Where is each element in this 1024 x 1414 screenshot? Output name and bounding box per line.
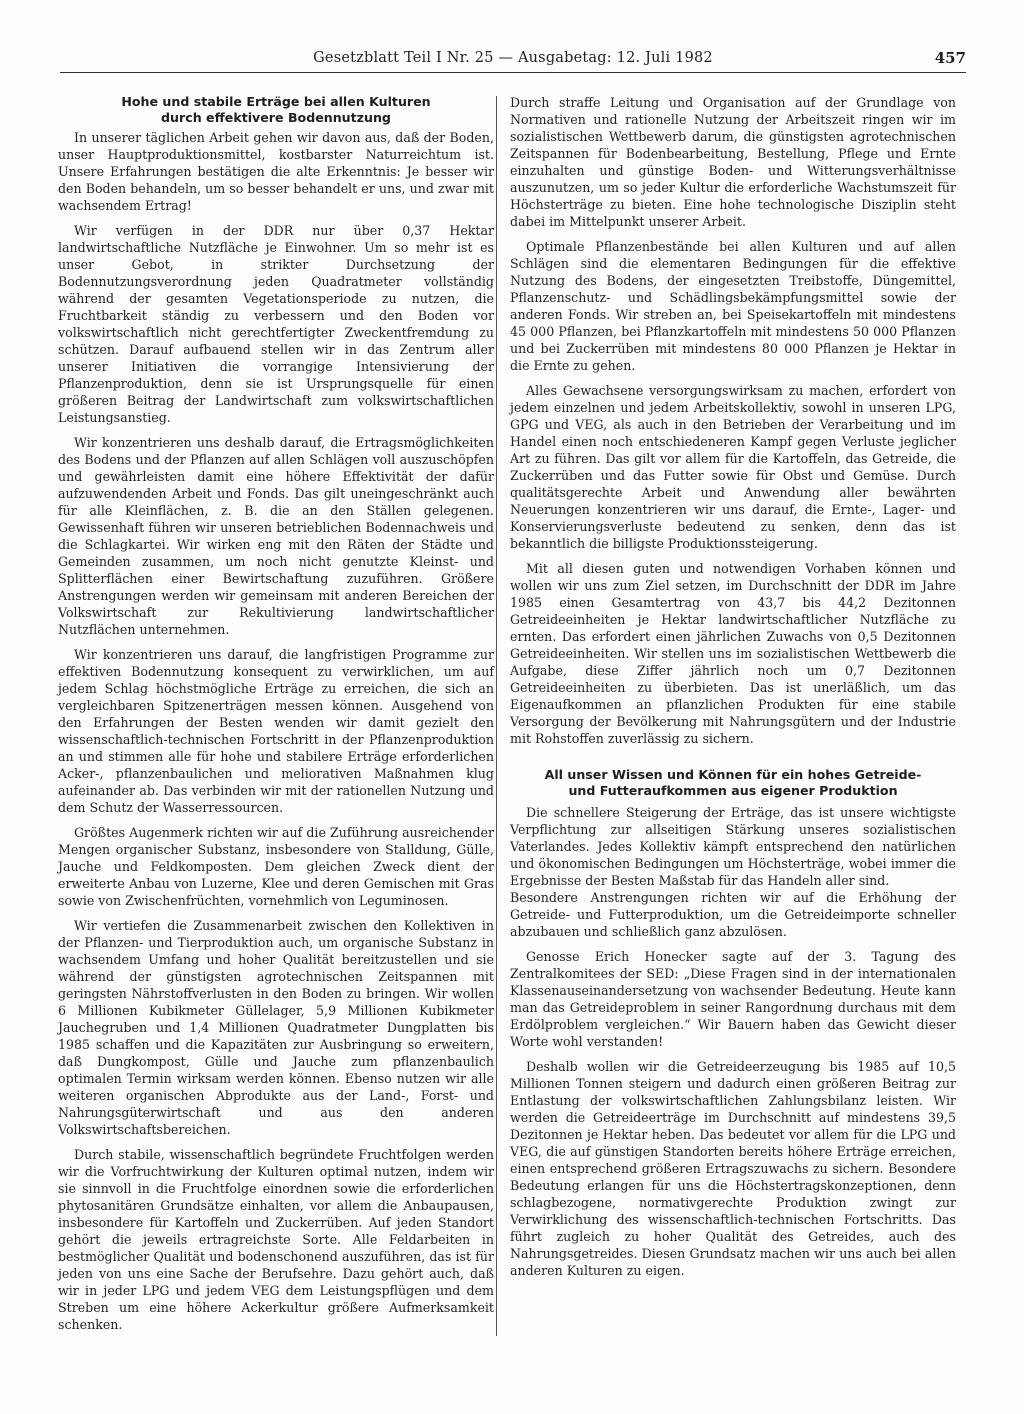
paragraph: In unserer täglichen Arbeit gehen wir davon aus, daß der Boden, unser Hauptproduktionsmittel, kostbarster Naturreichtum ist. Unsere Erfahrungen bestätigen die alte Erkenntnis: Je besser wir den Boden behandeln, um so besser behandelt er uns, und zwar mit wachsendem Ertrag! xyxy=(58,130,494,213)
page-header xyxy=(60,50,966,73)
heading-line: und Futteraufkommen aus eigener Produktion xyxy=(568,783,898,798)
heading-line: All unser Wissen und Können für ein hohes Getreide- xyxy=(544,767,922,782)
paragraph: Größtes Augenmerk richten wir auf die Zuführung ausreichender Mengen organischer Substanz, insbesondere von Stalldung, Gülle, Jauche und Feldkomposten. Dem gleichen Zweck dient der erweiterte Anbau von Luzerne, Klee und deren Gemischen mit Gras sowie von Zwischenfrüchten, vornehmlich von Leguminosen. xyxy=(58,825,494,908)
column-divider xyxy=(496,96,497,1336)
heading-line: Hohe und stabile Erträge bei allen Kulturen xyxy=(121,94,431,109)
paragraph: Alles Gewachsene versorgungswirksam zu machen, erfordert von jedem einzelnen und jedem Arbeitskollektiv, sowohl in unseren LPG, GPG und VEG, als auch in den Betrieben der Verarbeitung und im Handel einen noch entschiedeneren Kampf gegen Verluste jeglicher Art zu führen. Das gilt vor allem für die Kartoffeln, das Getreide, die Zuckerrüben und das Futter sowie für Obst und Gemüse. Durch qualitätsgerechte Arbeit und Anwendung aller bewährten Neuerungen konzentrieren wir uns darauf, die Ernte-, Lager- und Konservierungsverluste bedeutend zu senken, denn das ist bekanntlich die billigste Produktionssteigerung. xyxy=(510,383,956,551)
right-column xyxy=(510,94,956,1287)
paragraph: Die schnellere Steigerung der Erträge, das ist unsere wichtigste Verpflichtung zur allseitigen Stärkung unseres sozialistischen Vaterlandes. Jedes Kollektiv kämpft entsprechend den natürlichen und ökonomischen Bedingungen um Höchsterträge, wobei immer die Ergebnisse der Besten Maßstab für das Handeln aller sind. xyxy=(510,805,956,888)
paragraph: Besondere Anstrengungen richten wir auf die Erhöhung der Getreide- und Futterproduktion, um die Getreideimporte schneller abzubauen und schließlich ganz abzulösen. xyxy=(510,890,956,939)
paragraph: Wir konzentrieren uns deshalb darauf, die Ertragsmöglichkeiten des Bodens und der Pflanzen auf allen Schlägen voll auszuschöpfen und gewährleisten damit eine höhere Effektivität der dafür aufzuwendenden Arbeit und Fonds. Das gilt uneingeschränkt auch für alle Kleinflächen, z. B. die an den Ställen gelegenen. Gewissenhaft führen wir unseren betrieblichen Bodennachweis und die Schlagkartei. Wir wirken eng mit den Räten der Städte und Gemeinden zusammen, um noch nicht genutzte Kleinst- und Splitterflächen einer Bewirtschaftung zuzuführen. Größere Anstrengungen werden wir gemeinsam mit anderen Bereichen der Volkswirtschaft zur Rekultivierung landwirtschaftlicher Nutzflächen unternehmen. xyxy=(58,435,494,637)
paragraph: Optimale Pflanzenbestände bei allen Kulturen und auf allen Schlägen sind die elementaren Bedingungen für die effektive Nutzung des Bodens, der eingesetzten Treibstoffe, Düngemittel, Pflanzenschutz- und Schädlingsbekämpfungsmittel sowie der anderen Fonds. Wir streben an, bei Speisekartoffeln mit mindestens 45 000 Pflanzen, bei Pflanzkartoffeln mit mindestens 50 000 Pflanzen und bei Zuckerrüben mit mindestens 80 000 Pflanzen je Hektar in die Ernte zu gehen. xyxy=(510,239,956,373)
heading-line: durch effektivere Bodennutzung xyxy=(161,110,391,125)
paragraph: Durch straffe Leitung und Organisation auf der Grundlage von Normativen und rationelle Nutzung der Arbeitszeit ringen wir im sozialistischen Wettbewerb darum, die günstigsten agrotechnischen Zeitspannen für Bodenbearbeitung, Bestellung, Pflege und Ernte einzuhalten und günstige Boden- und Witterungsverhältnisse auszunutzen, um so jeder Kultur die erforderliche Wachstumszeit für Höchsterträge zu bieten. Eine hohe technologische Disziplin steht dabei im Mittelpunkt unserer Arbeit. xyxy=(510,95,956,229)
page-number: 457 xyxy=(934,49,966,67)
paragraph: Wir verfügen in der DDR nur über 0,37 Hektar landwirtschaftliche Nutzfläche je Einwohner. Um so mehr ist es unser Gebot, in strikter Durchsetzung der Bodennutzungsverordnung jeden Quadratmeter vollständig während der gesamten Vegetationsperiode zu nutzen, die Fruchtbarkeit ständig zu verbessern und den Boden vor volkswirtschaftlich nicht gerechtfertigter Zweckentfremdung zu schützen. Darauf aufbauend stellen wir in das Zentrum aller unserer Initiativen die vorrangige Intensivierung der Pflanzenproduktion, denn sie ist Ursprungsquelle für einen größeren Beitrag der Landwirtschaft zum volkswirtschaftlichen Leistungsanstieg. xyxy=(58,223,494,425)
paragraph: Genosse Erich Honecker sagte auf der 3. Tagung des Zentralkomitees der SED: „Diese Fragen sind in der internationalen Klassenauseinandersetzung von wachsender Bedeutung. Heute kann man das Getreideproblem in seiner Rangordnung durchaus mit dem Erdölproblem vergleichen.“ Wir Bauern haben das Gewicht dieser Worte wohl verstanden! xyxy=(510,949,956,1049)
paragraph: Wir vertiefen die Zusammenarbeit zwischen den Kollektiven in der Pflanzen- und Tierproduktion auch, um organische Substanz in wachsendem Umfang und hoher Qualität bereitzustellen und sie während der günstigsten agrotechnischen Zeitspannen mit geringsten Nährstoffverlusten in den Boden zu bringen. Wir wollen 6 Millionen Kubikmeter Güllelager, 5,9 Millionen Kubikmeter Jauchegruben und 1,4 Millionen Quadratmeter Dungplatten bis 1985 schaffen und die Kapazitäten zur Ausbringung so erweitern, daß Dungkompost, Gülle und Jauche zum pflanzenbaulich optimalen Termin wirksam werden können. Ebenso nutzen wir alle weiteren organischen Abprodukte aus der Land-, Forst- und Nahrungsgüterwirtschaft und aus den anderen Volkswirtschaftsbereichen. xyxy=(58,918,494,1137)
section-heading-getreide xyxy=(510,767,956,799)
paragraph: Mit all diesen guten und notwendigen Vorhaben können und wollen wir uns zum Ziel setzen, im Durchschnitt der DDR im Jahre 1985 einen Gesamtertrag von 43,7 bis 44,2 Dezitonnen Getreideeinheiten je Hektar landwirtschaftlicher Nutzfläche zu ernten. Das erfordert einen jährlichen Zuwachs von 0,5 Dezitonnen Getreideeinheiten. Wir stellen uns im sozialistischen Wettbewerb die Aufgabe, diese Ziffer jährlich noch um 0,7 Dezitonnen Getreideeinheiten zu überbieten. Das ist unerläßlich, um das Eigenaufkommen an pflanzlichen Produkten für eine stabile Versorgung der Bevölkerung mit Nahrungsgütern und der Industrie mit Rohstoffen zuverlässig zu sichern. xyxy=(510,561,956,746)
section-heading-bodennutzung xyxy=(58,94,494,126)
paragraph: Durch stabile, wissenschaftlich begründete Fruchtfolgen werden wir die Vorfruchtwirkung der Kulturen optimal nutzen, indem wir sie sinnvoll in die Fruchtfolge einordnen sowie die erforderlichen phytosanitären Grundsätze einhalten, vor allem die Anbaupausen, insbesondere für Kartoffeln und Zuckerrüben. Auf jeden Standort gehört die jeweils ertragreichste Sorte. Alle Feldarbeiten in bestmöglicher Qualität und bodenschonend auszuführen, das ist für jeden von uns eine Sache der Berufsehre. Dazu gehört auch, daß wir in jeder LPG und jedem VEG dem Leistungspflügen und dem Streben um eine höhere Ackerkultur größere Aufmerksamkeit schenken. xyxy=(58,1147,494,1332)
header-title: Gesetzblatt Teil I Nr. 25 — Ausgabetag: 12. Juli 1982 xyxy=(313,50,713,66)
left-column xyxy=(58,94,494,1341)
paragraph: Wir konzentrieren uns darauf, die langfristigen Programme zur effektiven Bodennutzung konsequent zu verwirklichen, um auf jedem Schlag höchstmögliche Erträge zu erreichen, die sich an vergleichbaren Spitzenerträgen messen können. Ausgehend von den Erfahrungen der Besten wenden wir damit gezielt den wissenschaftlich-technischen Fortschritt in der Pflanzenproduktion an und stimmen alle für hohe und stabilere Erträge erforderlichen Acker-, pflanzenbaulichen und meliorativen Maßnahmen klug aufeinander ab. Das verbinden wir mit der rationellen Nutzung und dem Schutz der Wasserressourcen. xyxy=(58,647,494,815)
paragraph: Deshalb wollen wir die Getreideerzeugung bis 1985 auf 10,5 Millionen Tonnen steigern und dadurch einen größeren Beitrag zur Entlastung der volkswirtschaftlichen Zahlungsbilanz leisten. Wir werden die Getreideerträge im Durchschnitt auf mindestens 39,5 Dezitonnen je Hektar heben. Das bedeutet vor allem für die LPG und VEG, die auf günstigen Standorten bereits höhere Erträge erreichen, einen entsprechend größeren Ertragszuwachs zu sichern. Besondere Bedeutung erlangen für uns die Höchstertragskonzeptionen, denn schlagbezogene, normativgerechte Produktion zwingt zur Verwirklichung des wissenschaftlich-technischen Fortschritts. Das führt zugleich zu hoher Qualität des Getreides, auch des Nahrungsgetreides. Diesen Grundsatz machen wir uns auch bei allen anderen Kulturen zu eigen. xyxy=(510,1059,956,1278)
